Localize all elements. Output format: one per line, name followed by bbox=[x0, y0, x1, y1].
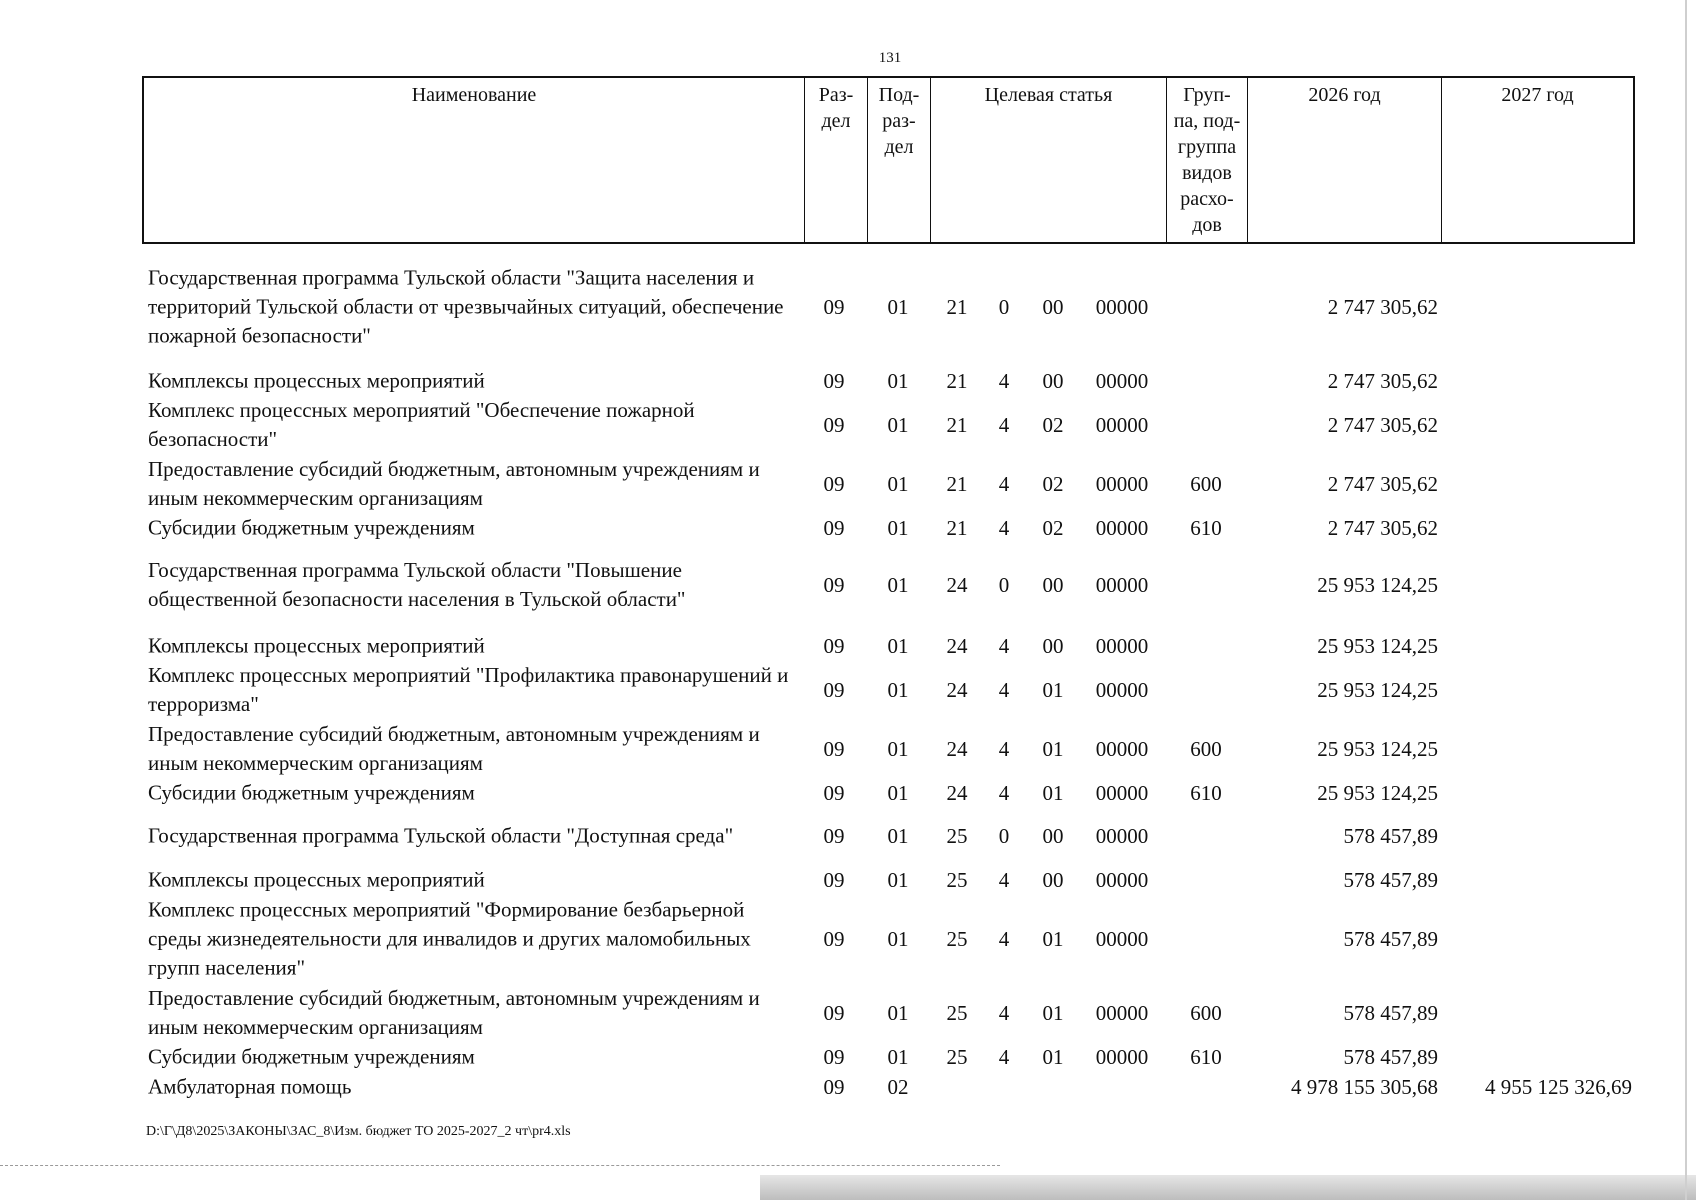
cell-target-code: 00000 bbox=[1095, 471, 1149, 496]
cell-amount-2026: 578 457,89 bbox=[1343, 926, 1438, 951]
scan-artifact-band bbox=[760, 1175, 1696, 1200]
cell-target-type: 4 bbox=[998, 515, 1010, 540]
cell-target-program: 21 bbox=[946, 412, 968, 437]
table-row bbox=[0, 631, 1696, 661]
cell-razdel: 09 bbox=[823, 677, 845, 702]
cell-target-code: 00000 bbox=[1095, 572, 1149, 597]
cell-amount-2027 bbox=[1440, 985, 1632, 1041]
cell-target-sub: 01 bbox=[1042, 926, 1064, 951]
cell-razdel: 09 bbox=[823, 515, 845, 540]
table-row bbox=[0, 456, 1696, 512]
cell-target-program: 25 bbox=[946, 926, 968, 951]
cell-expense-group bbox=[1166, 1072, 1246, 1102]
cell-target-program: 21 bbox=[946, 471, 968, 496]
cell-target-sub: 01 bbox=[1042, 1044, 1064, 1069]
cell-podrazdel: 01 bbox=[887, 1044, 909, 1069]
cell-amount-2027 bbox=[1440, 456, 1632, 512]
cell-target-type: 0 bbox=[998, 572, 1010, 597]
cell-target-type: 4 bbox=[998, 1000, 1010, 1025]
table-row bbox=[0, 1042, 1696, 1072]
cell-target-type: 4 bbox=[998, 780, 1010, 805]
cell-name-text: Комплексы процессных мероприятий bbox=[148, 867, 485, 892]
cell-podrazdel: 01 bbox=[887, 412, 909, 437]
table-row bbox=[0, 721, 1696, 777]
cell-target-type: 4 bbox=[998, 677, 1010, 702]
cell-name-text: Комплексы процессных мероприятий bbox=[148, 633, 485, 658]
cell-target-code: 00000 bbox=[1095, 412, 1149, 437]
header-2026: 2026 год bbox=[1247, 78, 1441, 242]
cell-target-sub: 01 bbox=[1042, 1000, 1064, 1025]
cell-podrazdel: 01 bbox=[887, 471, 909, 496]
cell-amount-2026: 2 747 305,62 bbox=[1327, 294, 1438, 319]
cell-expense-group: 600 bbox=[1190, 471, 1222, 496]
cell-target-sub: 01 bbox=[1042, 736, 1064, 761]
cell-target-code bbox=[1083, 1072, 1161, 1102]
cell-target-type bbox=[989, 1072, 1019, 1102]
cell-podrazdel: 01 bbox=[887, 823, 909, 848]
cell-target-sub: 01 bbox=[1042, 780, 1064, 805]
cell-expense-group bbox=[1166, 397, 1246, 453]
cell-amount-2026: 4 978 155 305,68 bbox=[1291, 1074, 1438, 1099]
cell-target-program bbox=[935, 1072, 979, 1102]
cell-amount-2027 bbox=[1440, 397, 1632, 453]
cell-name-text: Амбулаторная помощь bbox=[148, 1074, 352, 1099]
cell-expense-group bbox=[1166, 662, 1246, 718]
cell-name bbox=[148, 808, 798, 864]
cell-podrazdel: 01 bbox=[887, 294, 909, 319]
cell-target-code: 00000 bbox=[1095, 294, 1149, 319]
header-2027: 2027 год bbox=[1441, 78, 1633, 242]
cell-name bbox=[148, 1042, 798, 1072]
cell-target-program: 24 bbox=[946, 572, 968, 597]
cell-name-text: Государственная программа Тульской области "Защита населения и территорий Тульской области от чрезвычайных ситуаций, обеспечение пожарной безопасности" bbox=[148, 265, 784, 348]
table-row bbox=[0, 557, 1696, 613]
cell-target-sub: 02 bbox=[1042, 471, 1064, 496]
table-row bbox=[0, 865, 1696, 895]
cell-target-program: 25 bbox=[946, 1044, 968, 1069]
cell-razdel: 09 bbox=[823, 412, 845, 437]
cell-amount-2026: 578 457,89 bbox=[1343, 823, 1438, 848]
cell-target-program: 21 bbox=[946, 294, 968, 319]
table-header bbox=[142, 76, 1635, 244]
cell-amount-2026: 25 953 124,25 bbox=[1317, 633, 1438, 658]
cell-expense-group bbox=[1166, 865, 1246, 895]
cell-amount-2026: 578 457,89 bbox=[1343, 1044, 1438, 1069]
footer-file-path: D:\Г\Д8\2025\ЗАКОНЫ\ЗАС_8\Изм. бюджет ТО 2025-2027_2 чт\pr4.xls bbox=[146, 1124, 571, 1139]
cell-expense-group bbox=[1166, 631, 1246, 661]
cell-name-text: Предоставление субсидий бюджетным, автономным учреждениям и иным некоммерческим организациям bbox=[148, 986, 760, 1039]
cell-name-text: Комплекс процессных мероприятий "Обеспечение пожарной безопасности" bbox=[148, 398, 695, 451]
cell-razdel: 09 bbox=[823, 1000, 845, 1025]
table-row bbox=[0, 778, 1696, 808]
cell-razdel: 09 bbox=[823, 471, 845, 496]
cell-razdel: 09 bbox=[823, 633, 845, 658]
cell-target-sub: 00 bbox=[1042, 572, 1064, 597]
cell-amount-2027: 4 955 125 326,69 bbox=[1485, 1074, 1632, 1099]
cell-target-program: 25 bbox=[946, 1000, 968, 1025]
cell-name-text: Субсидии бюджетным учреждениям bbox=[148, 1044, 475, 1069]
cell-razdel: 09 bbox=[823, 867, 845, 892]
cell-target-code: 00000 bbox=[1095, 780, 1149, 805]
cell-target-code: 00000 bbox=[1095, 515, 1149, 540]
cell-razdel: 09 bbox=[823, 1044, 845, 1069]
cell-amount-2027 bbox=[1440, 557, 1632, 613]
cell-target-code: 00000 bbox=[1095, 1044, 1149, 1069]
cell-name bbox=[148, 662, 798, 718]
scan-artifact-line bbox=[0, 1165, 1000, 1166]
cell-name bbox=[148, 896, 798, 982]
page-number: 131 bbox=[878, 50, 902, 66]
cell-expense-group bbox=[1166, 366, 1246, 396]
cell-target-type: 4 bbox=[998, 412, 1010, 437]
cell-amount-2026: 578 457,89 bbox=[1343, 1000, 1438, 1025]
cell-razdel: 09 bbox=[823, 368, 845, 393]
cell-name bbox=[148, 778, 798, 808]
cell-target-sub: 00 bbox=[1042, 867, 1064, 892]
cell-name bbox=[148, 1072, 798, 1102]
cell-target-sub bbox=[1031, 1072, 1075, 1102]
cell-target-code: 00000 bbox=[1095, 677, 1149, 702]
cell-target-code: 00000 bbox=[1095, 736, 1149, 761]
cell-target-program: 24 bbox=[946, 736, 968, 761]
cell-name bbox=[148, 631, 798, 661]
cell-podrazdel: 01 bbox=[887, 633, 909, 658]
cell-target-sub: 00 bbox=[1042, 823, 1064, 848]
cell-amount-2026: 25 953 124,25 bbox=[1317, 677, 1438, 702]
cell-amount-2027 bbox=[1440, 1042, 1632, 1072]
cell-target-code: 00000 bbox=[1095, 368, 1149, 393]
table-row bbox=[0, 808, 1696, 864]
cell-amount-2027 bbox=[1440, 263, 1632, 351]
cell-target-program: 25 bbox=[946, 867, 968, 892]
cell-expense-group: 610 bbox=[1190, 1044, 1222, 1069]
cell-target-type: 4 bbox=[998, 926, 1010, 951]
cell-target-type: 4 bbox=[998, 1044, 1010, 1069]
table-row bbox=[0, 513, 1696, 543]
cell-target-type: 4 bbox=[998, 633, 1010, 658]
cell-amount-2026: 578 457,89 bbox=[1343, 867, 1438, 892]
cell-podrazdel: 01 bbox=[887, 1000, 909, 1025]
cell-target-program: 25 bbox=[946, 823, 968, 848]
cell-name bbox=[148, 985, 798, 1041]
table-row bbox=[0, 1072, 1696, 1102]
cell-target-code: 00000 bbox=[1095, 823, 1149, 848]
cell-expense-group bbox=[1166, 557, 1246, 613]
cell-target-code: 00000 bbox=[1095, 867, 1149, 892]
cell-name bbox=[148, 865, 798, 895]
cell-name bbox=[148, 557, 798, 613]
cell-target-program: 24 bbox=[946, 780, 968, 805]
cell-podrazdel: 02 bbox=[887, 1074, 909, 1099]
cell-target-sub: 00 bbox=[1042, 294, 1064, 319]
cell-name bbox=[148, 513, 798, 543]
cell-razdel: 09 bbox=[823, 736, 845, 761]
cell-target-code: 00000 bbox=[1095, 633, 1149, 658]
cell-target-program: 24 bbox=[946, 677, 968, 702]
cell-name-text: Государственная программа Тульской области "Доступная среда" bbox=[148, 823, 734, 848]
cell-target-sub: 00 bbox=[1042, 368, 1064, 393]
cell-expense-group: 610 bbox=[1190, 515, 1222, 540]
cell-amount-2026: 2 747 305,62 bbox=[1327, 471, 1438, 496]
cell-razdel: 09 bbox=[823, 926, 845, 951]
cell-expense-group bbox=[1166, 263, 1246, 351]
cell-amount-2027 bbox=[1440, 366, 1632, 396]
cell-expense-group: 600 bbox=[1190, 1000, 1222, 1025]
header-name: Наименование bbox=[411, 84, 537, 106]
cell-expense-group bbox=[1166, 808, 1246, 864]
cell-podrazdel: 01 bbox=[887, 780, 909, 805]
cell-razdel: 09 bbox=[823, 823, 845, 848]
cell-name-text: Субсидии бюджетным учреждениям bbox=[148, 515, 475, 540]
cell-podrazdel: 01 bbox=[887, 926, 909, 951]
cell-target-sub: 01 bbox=[1042, 677, 1064, 702]
cell-name-text: Комплекс процессных мероприятий "Формирование безбарьерной среды жизнедеятельности для инвалидов и других маломобильных групп населения" bbox=[148, 897, 751, 980]
cell-amount-2027 bbox=[1440, 662, 1632, 718]
cell-amount-2027 bbox=[1440, 721, 1632, 777]
cell-target-type: 4 bbox=[998, 471, 1010, 496]
cell-razdel: 09 bbox=[823, 1074, 845, 1099]
cell-target-code: 00000 bbox=[1095, 926, 1149, 951]
cell-podrazdel: 01 bbox=[887, 515, 909, 540]
cell-target-type: 4 bbox=[998, 867, 1010, 892]
cell-amount-2026: 2 747 305,62 bbox=[1327, 368, 1438, 393]
header-podrazdel: Под- раз- дел bbox=[867, 78, 930, 242]
table-row bbox=[0, 397, 1696, 453]
cell-podrazdel: 01 bbox=[887, 572, 909, 597]
cell-podrazdel: 01 bbox=[887, 867, 909, 892]
cell-amount-2027 bbox=[1440, 896, 1632, 982]
cell-razdel: 09 bbox=[823, 294, 845, 319]
cell-name bbox=[148, 456, 798, 512]
table-row bbox=[0, 366, 1696, 396]
table-row bbox=[0, 263, 1696, 351]
cell-expense-group: 600 bbox=[1190, 736, 1222, 761]
cell-amount-2026: 2 747 305,62 bbox=[1327, 515, 1438, 540]
cell-target-sub: 00 bbox=[1042, 633, 1064, 658]
cell-razdel: 09 bbox=[823, 572, 845, 597]
cell-amount-2027 bbox=[1440, 513, 1632, 543]
cell-target-type: 4 bbox=[998, 736, 1010, 761]
cell-name-text: Комплекс процессных мероприятий "Профилактика правонарушений и терроризма" bbox=[148, 663, 789, 716]
header-razdel: Раз- дел bbox=[804, 78, 867, 242]
cell-target-program: 24 bbox=[946, 633, 968, 658]
cell-name-text: Государственная программа Тульской области "Повышение общественной безопасности населения в Тульской области" bbox=[148, 558, 686, 611]
cell-name-text: Предоставление субсидий бюджетным, автономным учреждениям и иным некоммерческим организациям bbox=[148, 722, 760, 775]
cell-target-type: 0 bbox=[998, 823, 1010, 848]
cell-podrazdel: 01 bbox=[887, 368, 909, 393]
cell-target-sub: 02 bbox=[1042, 412, 1064, 437]
cell-podrazdel: 01 bbox=[887, 736, 909, 761]
cell-amount-2027 bbox=[1440, 865, 1632, 895]
cell-amount-2026: 25 953 124,25 bbox=[1317, 572, 1438, 597]
cell-target-sub: 02 bbox=[1042, 515, 1064, 540]
cell-expense-group bbox=[1166, 896, 1246, 982]
cell-amount-2027 bbox=[1440, 631, 1632, 661]
header-target-article: Целевая статья bbox=[930, 78, 1166, 242]
cell-amount-2026: 2 747 305,62 bbox=[1327, 412, 1438, 437]
table-row bbox=[0, 985, 1696, 1041]
cell-name bbox=[148, 397, 798, 453]
table-row bbox=[0, 896, 1696, 982]
cell-name-text: Предоставление субсидий бюджетным, автономным учреждениям и иным некоммерческим организациям bbox=[148, 457, 760, 510]
cell-target-program: 21 bbox=[946, 368, 968, 393]
scan-edge bbox=[1685, 0, 1687, 1200]
cell-amount-2026: 25 953 124,25 bbox=[1317, 780, 1438, 805]
cell-target-type: 0 bbox=[998, 294, 1010, 319]
cell-name bbox=[148, 721, 798, 777]
cell-target-program: 21 bbox=[946, 515, 968, 540]
cell-name bbox=[148, 366, 798, 396]
cell-amount-2026: 25 953 124,25 bbox=[1317, 736, 1438, 761]
cell-target-code: 00000 bbox=[1095, 1000, 1149, 1025]
cell-razdel: 09 bbox=[823, 780, 845, 805]
cell-amount-2027 bbox=[1440, 808, 1632, 864]
cell-name-text: Комплексы процессных мероприятий bbox=[148, 368, 485, 393]
cell-podrazdel: 01 bbox=[887, 677, 909, 702]
cell-amount-2027 bbox=[1440, 778, 1632, 808]
cell-name bbox=[148, 263, 798, 351]
header-group: Груп- па, под- группа видов расхо- дов bbox=[1166, 78, 1247, 242]
cell-expense-group: 610 bbox=[1190, 780, 1222, 805]
table-row bbox=[0, 662, 1696, 718]
cell-name-text: Субсидии бюджетным учреждениям bbox=[148, 780, 475, 805]
cell-target-type: 4 bbox=[998, 368, 1010, 393]
